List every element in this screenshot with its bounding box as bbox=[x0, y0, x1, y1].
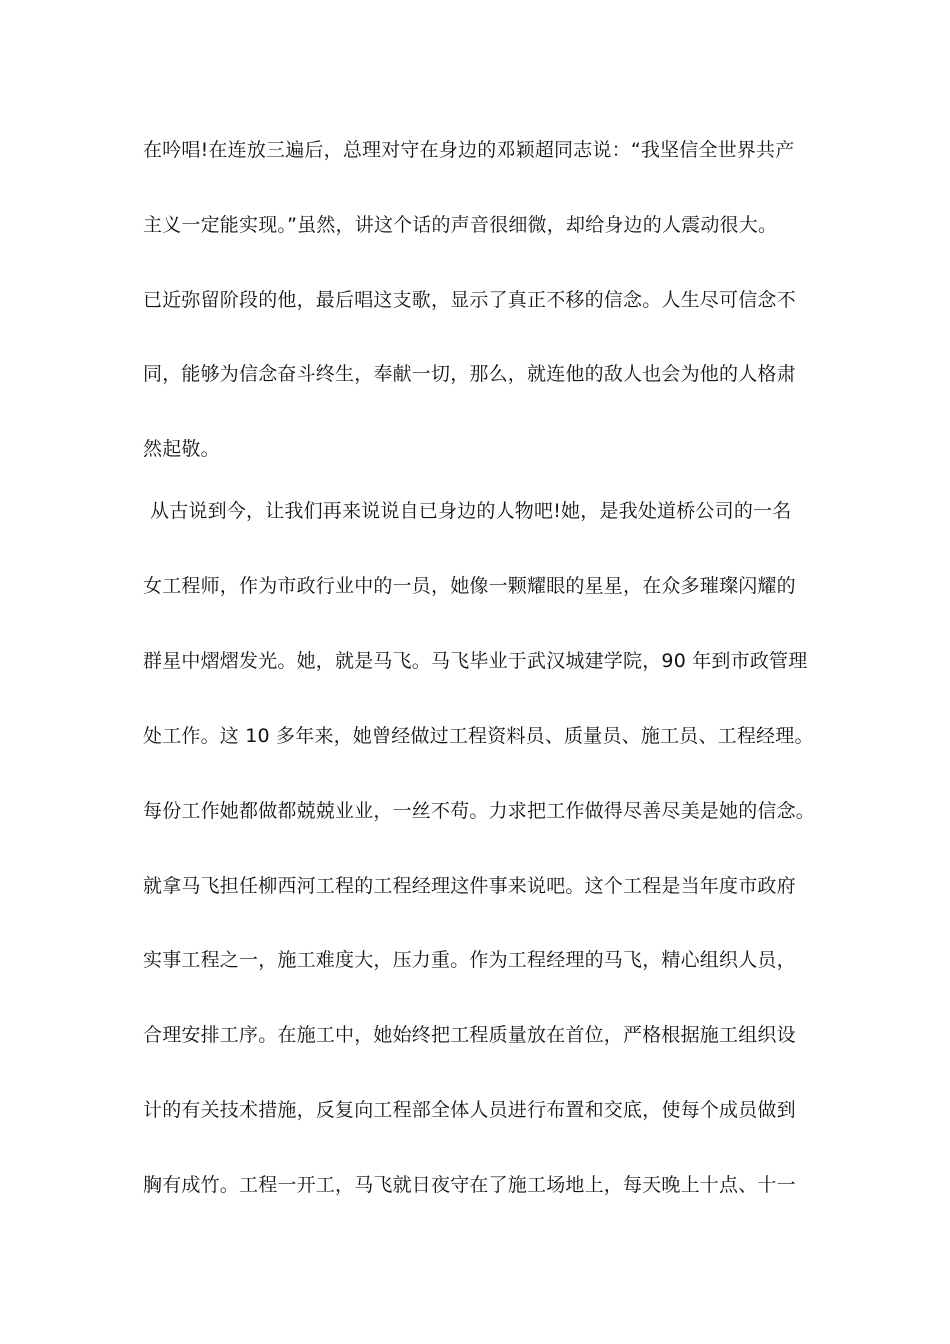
text-line: 然起敬。 bbox=[143, 438, 220, 460]
text-line: 女工程师，作为市政行业中的一员，她像一颗耀眼的星星，在众多璀璨闪耀的 bbox=[143, 575, 796, 597]
text-line: 处工作。这 10 多年来，她曾经做过工程资料员、质量员、施工员、工程经理。 bbox=[143, 725, 814, 747]
text-line: 同，能够为信念奋斗终生，奉献一切，那么，就连他的敌人也会为他的人格肃 bbox=[143, 363, 796, 385]
text-line: 主义一定能实现。”虽然，讲这个话的声音很细微，却给身边的人震动很大。 bbox=[143, 214, 778, 236]
text-line: 胸有成竹。工程一开工，马飞就日夜守在了施工场地上，每天晚上十点、十一 bbox=[143, 1174, 796, 1196]
text-line: 每份工作她都做都兢兢业业，一丝不苟。力求把工作做得尽善尽美是她的信念。 bbox=[143, 800, 816, 822]
text-line: 群星中熠熠发光。她，就是马飞。马飞毕业于武汉城建学院，90 年到市政管理 bbox=[143, 650, 808, 672]
text-line: 实事工程之一，施工难度大，压力重。作为工程经理的马飞，精心组织人员， bbox=[143, 949, 796, 971]
text-line: 就拿马飞担任柳西河工程的工程经理这件事来说吧。这个工程是当年度市政府 bbox=[143, 875, 796, 897]
text-line: 计的有关技术措施，反复向工程部全体人员进行布置和交底，使每个成员做到 bbox=[143, 1099, 796, 1121]
paragraph-first-line: 从古说到今，让我们再来说说自已身边的人物吧!她，是我处道桥公司的一名 bbox=[150, 500, 792, 522]
text-line: 合理安排工序。在施工中，她始终把工程质量放在首位，严格根据施工组织设 bbox=[143, 1024, 796, 1046]
text-line: 已近弥留阶段的他，最后唱这支歌，显示了真正不移的信念。人生尽可信念不 bbox=[143, 289, 796, 311]
text-line: 在吟唱!在连放三遍后，总理对守在身边的邓颖超同志说：“我坚信全世界共产 bbox=[143, 139, 795, 161]
